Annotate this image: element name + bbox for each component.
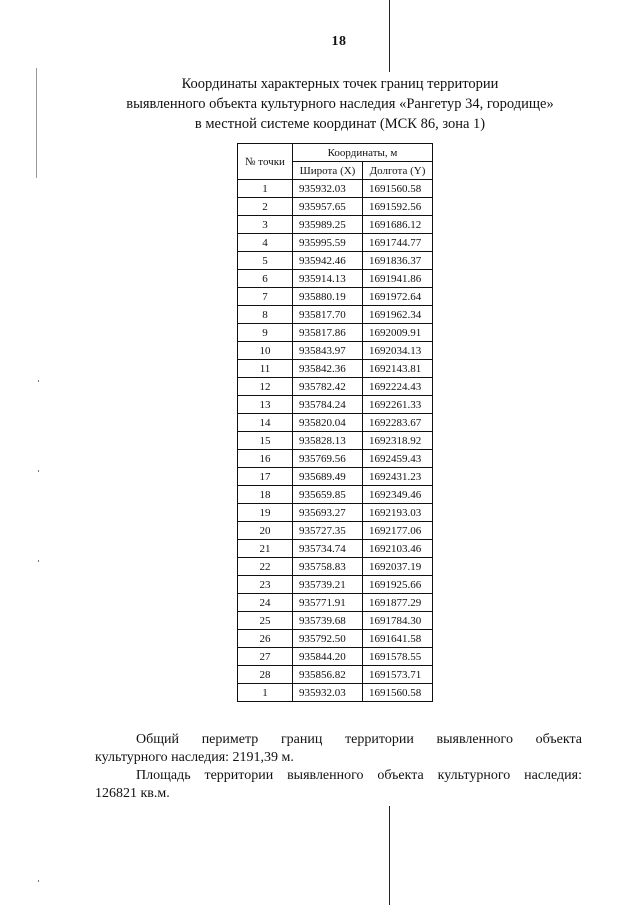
longitude-y-cell: 1691836.37 — [363, 252, 433, 270]
table-row — [238, 198, 433, 216]
longitude-y-cell: 1691744.77 — [363, 234, 433, 252]
point-number-cell: 26 — [238, 630, 293, 648]
longitude-y-cell: 1691972.64 — [363, 288, 433, 306]
longitude-y-cell: 1692224.43 — [363, 378, 433, 396]
longitude-y-cell: 1691925.66 — [363, 576, 433, 594]
latitude-x-cell: 935932.03 — [293, 180, 363, 198]
table-row — [238, 270, 433, 288]
latitude-x-cell: 935734.74 — [293, 540, 363, 558]
latitude-x-cell: 935942.46 — [293, 252, 363, 270]
table-row — [238, 288, 433, 306]
latitude-x-cell: 935739.21 — [293, 576, 363, 594]
area-line-1: Площадь территории выявленного объекта культурного наследия: — [136, 768, 582, 783]
latitude-x-cell: 935782.42 — [293, 378, 363, 396]
table-row — [238, 306, 433, 324]
latitude-x-cell: 935771.91 — [293, 594, 363, 612]
perimeter-line-2: культурного наследия: 2191,39 м. — [95, 750, 294, 765]
scan-fold-line-bottom — [389, 806, 390, 905]
coordinates-table-body — [238, 180, 433, 702]
title-line-2: выявленного объекта культурного наследия «Рангетур 34, городище» — [126, 96, 554, 112]
table-row — [238, 540, 433, 558]
table-row — [238, 378, 433, 396]
latitude-x-cell: 935844.20 — [293, 648, 363, 666]
scan-edge-line-left — [36, 68, 37, 178]
table-row — [238, 450, 433, 468]
longitude-y-cell: 1692349.46 — [363, 486, 433, 504]
table-row — [238, 486, 433, 504]
longitude-y-cell: 1691962.34 — [363, 306, 433, 324]
perimeter-paragraph — [95, 731, 582, 767]
latitude-x-cell: 935880.19 — [293, 288, 363, 306]
longitude-y-cell: 1691592.56 — [363, 198, 433, 216]
point-number-cell: 22 — [238, 558, 293, 576]
longitude-y-cell: 1691686.12 — [363, 216, 433, 234]
longitude-y-cell: 1692177.06 — [363, 522, 433, 540]
latitude-x-cell: 935758.83 — [293, 558, 363, 576]
longitude-y-cell: 1692283.67 — [363, 414, 433, 432]
point-number-cell: 16 — [238, 450, 293, 468]
latitude-x-cell: 935957.65 — [293, 198, 363, 216]
latitude-x-cell: 935689.49 — [293, 468, 363, 486]
point-number-cell: 5 — [238, 252, 293, 270]
point-number-cell: 2 — [238, 198, 293, 216]
longitude-y-cell: 1691641.58 — [363, 630, 433, 648]
table-row — [238, 324, 433, 342]
table-row — [238, 648, 433, 666]
point-number-cell: 13 — [238, 396, 293, 414]
point-number-cell: 1 — [238, 180, 293, 198]
longitude-y-cell: 1692318.92 — [363, 432, 433, 450]
longitude-y-cell: 1692261.33 — [363, 396, 433, 414]
latitude-x-cell: 935828.13 — [293, 432, 363, 450]
latitude-x-cell: 935792.50 — [293, 630, 363, 648]
page-number: 18 — [331, 34, 347, 49]
table-row — [238, 414, 433, 432]
longitude-y-cell: 1691573.71 — [363, 666, 433, 684]
table-row — [238, 684, 433, 702]
point-number-cell: 18 — [238, 486, 293, 504]
point-number-cell: 19 — [238, 504, 293, 522]
table-header-row — [238, 144, 433, 162]
latitude-x-cell: 935817.86 — [293, 324, 363, 342]
longitude-y-cell: 1692037.19 — [363, 558, 433, 576]
header-longitude-y: Долгота (Y) — [363, 162, 433, 180]
latitude-x-cell: 935739.68 — [293, 612, 363, 630]
point-number-cell: 23 — [238, 576, 293, 594]
point-number-cell: 21 — [238, 540, 293, 558]
longitude-y-cell: 1691877.29 — [363, 594, 433, 612]
latitude-x-cell: 935914.13 — [293, 270, 363, 288]
scan-speck — [38, 380, 39, 382]
longitude-y-cell: 1692034.13 — [363, 342, 433, 360]
perimeter-line-1: Общий периметр границ территории выявленного объекта — [136, 732, 582, 747]
point-number-cell: 25 — [238, 612, 293, 630]
table-row — [238, 522, 433, 540]
point-number-cell: 14 — [238, 414, 293, 432]
point-number-cell: 1 — [238, 684, 293, 702]
point-number-cell: 11 — [238, 360, 293, 378]
longitude-y-cell: 1692009.91 — [363, 324, 433, 342]
table-row — [238, 504, 433, 522]
table-row — [238, 666, 433, 684]
document-title — [60, 74, 620, 134]
latitude-x-cell: 935784.24 — [293, 396, 363, 414]
latitude-x-cell: 935843.97 — [293, 342, 363, 360]
latitude-x-cell: 935820.04 — [293, 414, 363, 432]
latitude-x-cell: 935693.27 — [293, 504, 363, 522]
table-row — [238, 180, 433, 198]
scan-speck — [38, 560, 39, 562]
longitude-y-cell: 1691578.55 — [363, 648, 433, 666]
table-row — [238, 576, 433, 594]
table-row — [238, 558, 433, 576]
table-row — [238, 234, 433, 252]
longitude-y-cell: 1692103.46 — [363, 540, 433, 558]
area-line-2: 126821 кв.м. — [95, 786, 170, 801]
title-line-1: Координаты характерных точек границ территории — [181, 76, 499, 92]
latitude-x-cell: 935769.56 — [293, 450, 363, 468]
latitude-x-cell: 935817.70 — [293, 306, 363, 324]
point-number-cell: 9 — [238, 324, 293, 342]
longitude-y-cell: 1692143.81 — [363, 360, 433, 378]
latitude-x-cell: 935989.25 — [293, 216, 363, 234]
latitude-x-cell: 935842.36 — [293, 360, 363, 378]
point-number-cell: 7 — [238, 288, 293, 306]
header-point-number: № точки — [238, 144, 293, 180]
point-number-cell: 10 — [238, 342, 293, 360]
latitude-x-cell: 935995.59 — [293, 234, 363, 252]
table-row — [238, 612, 433, 630]
title-line-3: в местной системе координат (МСК 86, зона 1) — [194, 116, 486, 132]
point-number-cell: 28 — [238, 666, 293, 684]
longitude-y-cell: 1691560.58 — [363, 180, 433, 198]
area-paragraph — [95, 767, 582, 803]
longitude-y-cell: 1691784.30 — [363, 612, 433, 630]
table-row — [238, 342, 433, 360]
point-number-cell: 27 — [238, 648, 293, 666]
scan-speck — [38, 880, 39, 882]
point-number-cell: 15 — [238, 432, 293, 450]
table-row — [238, 594, 433, 612]
longitude-y-cell: 1691941.86 — [363, 270, 433, 288]
point-number-cell: 6 — [238, 270, 293, 288]
point-number-cell: 17 — [238, 468, 293, 486]
scan-speck — [38, 470, 39, 472]
header-coordinates: Координаты, м — [293, 144, 433, 162]
point-number-cell: 12 — [238, 378, 293, 396]
point-number-cell: 4 — [238, 234, 293, 252]
table-row — [238, 432, 433, 450]
point-number-cell: 3 — [238, 216, 293, 234]
table-row — [238, 252, 433, 270]
latitude-x-cell: 935856.82 — [293, 666, 363, 684]
table-row — [238, 396, 433, 414]
longitude-y-cell: 1692431.23 — [363, 468, 433, 486]
coordinates-table — [237, 143, 433, 702]
latitude-x-cell: 935727.35 — [293, 522, 363, 540]
latitude-x-cell: 935659.85 — [293, 486, 363, 504]
table-row — [238, 468, 433, 486]
point-number-cell: 8 — [238, 306, 293, 324]
longitude-y-cell: 1692459.43 — [363, 450, 433, 468]
table-row — [238, 360, 433, 378]
point-number-cell: 24 — [238, 594, 293, 612]
header-latitude-x: Широта (X) — [293, 162, 363, 180]
longitude-y-cell: 1692193.03 — [363, 504, 433, 522]
latitude-x-cell: 935932.03 — [293, 684, 363, 702]
table-row — [238, 630, 433, 648]
point-number-cell: 20 — [238, 522, 293, 540]
table-row — [238, 216, 433, 234]
longitude-y-cell: 1691560.58 — [363, 684, 433, 702]
